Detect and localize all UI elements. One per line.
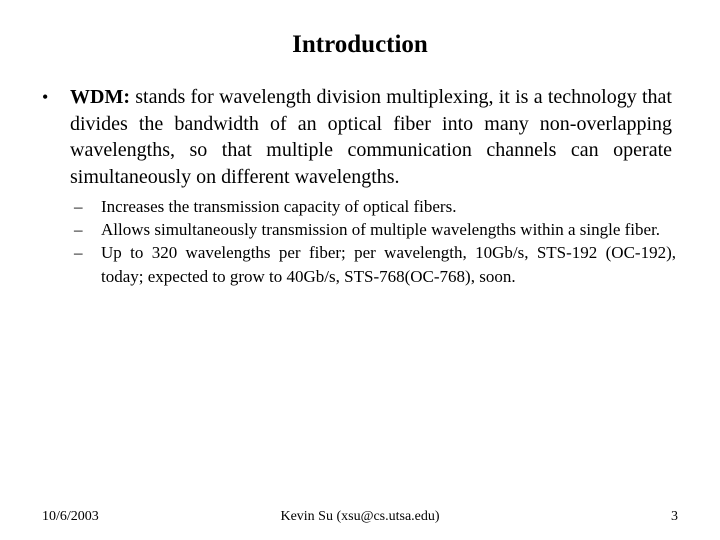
sub-bullet-item [74, 195, 676, 218]
footer-date: 10/6/2003 [42, 509, 99, 524]
sub-bullet-item [74, 218, 676, 241]
sub-bullet-text: Increases the transmission capacity of optical fibers. [101, 197, 457, 216]
bullet-body: stands for wavelength division multiplexing, it is a technology that divides the bandwidth of an optical fiber into many non-overlapping wavelengths, so that multiple communication channels can operate simultaneously on different wavelengths. [70, 86, 672, 188]
dash-icon: – [74, 220, 83, 240]
sub-bullet-item [74, 241, 676, 287]
slide-title: Introduction [292, 31, 428, 58]
dash-icon: – [74, 243, 83, 263]
page-number: 3 [671, 509, 678, 524]
footer-author: Kevin Su (xsu@cs.utsa.edu) [280, 509, 440, 524]
sub-bullet-text: Allows simultaneously transmission of multiple wavelengths within a single fiber. [101, 220, 661, 240]
sub-bullet-list [74, 195, 676, 288]
dash-icon: – [74, 197, 83, 216]
main-bullet [42, 84, 672, 190]
bullet-dot-icon: • [42, 87, 49, 107]
main-bullet-text [70, 84, 672, 190]
bullet-term: WDM: [70, 86, 130, 108]
sub-bullet-text: Up to 320 wavelengths per fiber; per wavelength, 10Gb/s, STS-192 (OC-192), today; expected to grow to 40Gb/s, STS-768(OC-768), soon. [101, 243, 676, 286]
